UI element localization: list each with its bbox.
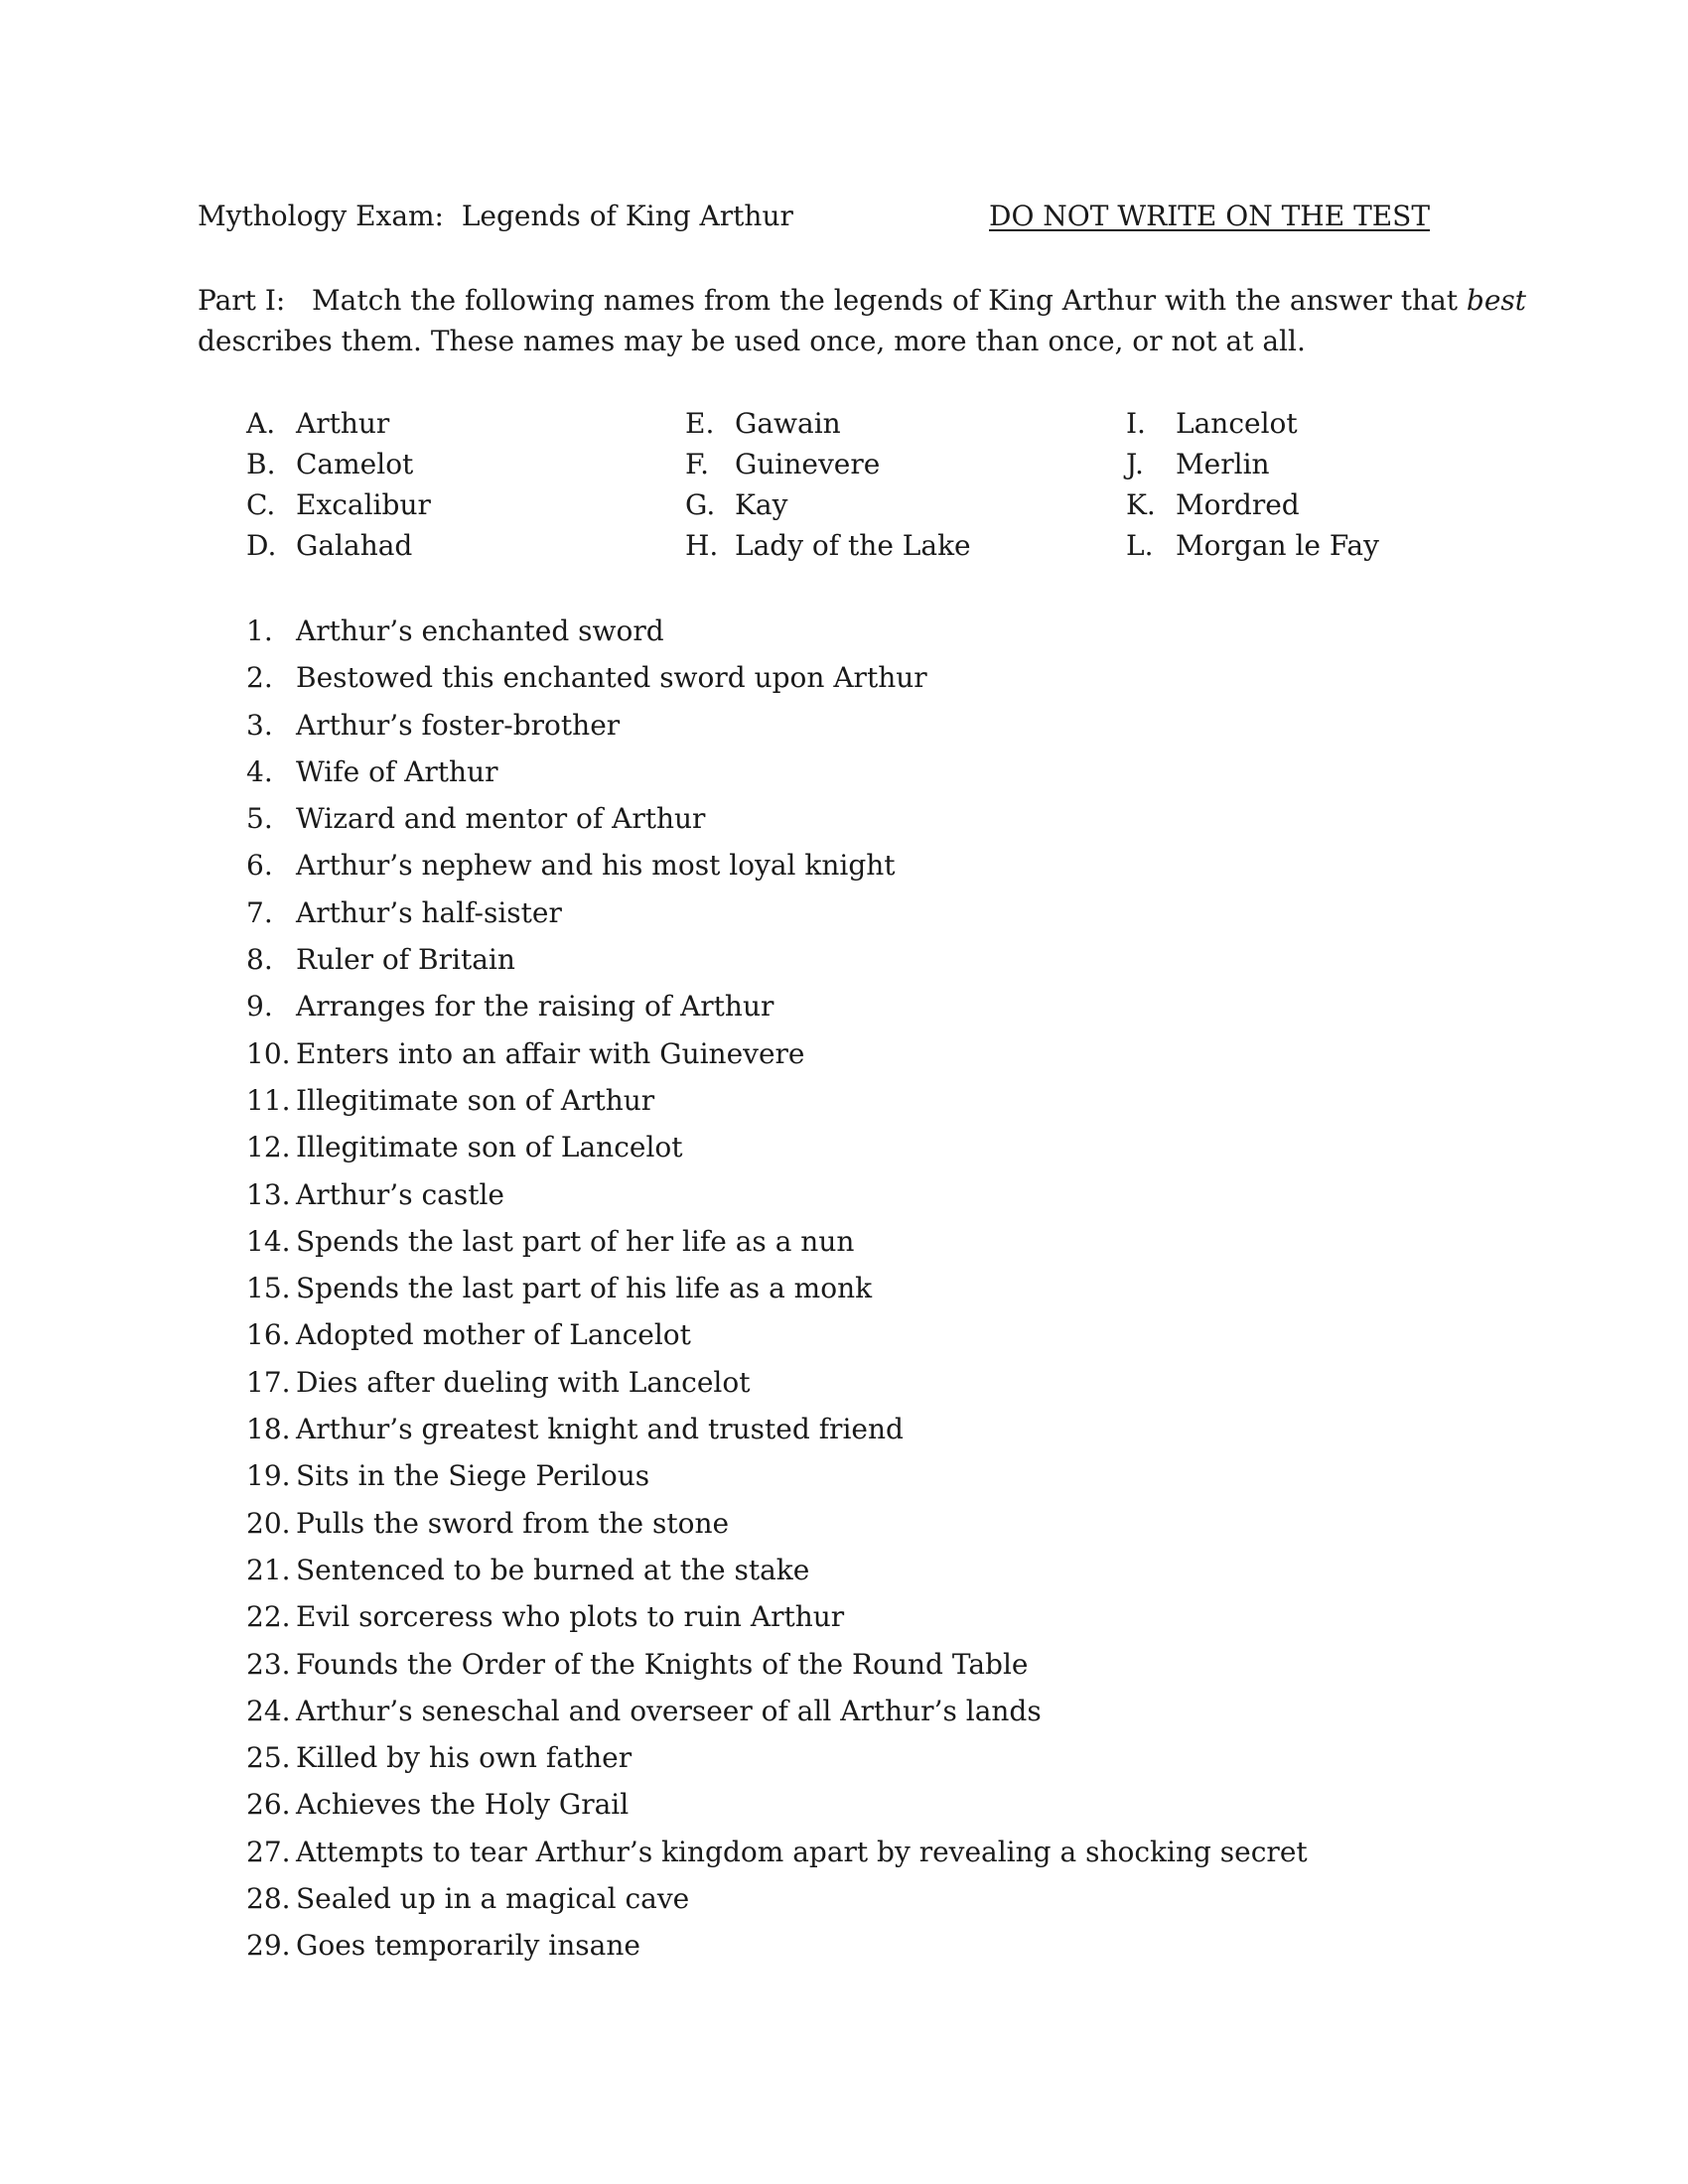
question-list [246, 608, 1308, 1970]
question-item [246, 1829, 1308, 1875]
question-text: Dies after dueling with Lancelot [296, 1365, 751, 1399]
question-item [246, 795, 1308, 842]
answer-choice [1126, 403, 1379, 444]
question-item [246, 702, 1308, 749]
question-text: Spends the last part of her life as a nun [296, 1224, 855, 1258]
question-number: 8. [246, 943, 273, 977]
question-item [246, 1875, 1308, 1922]
question-item [246, 1124, 1308, 1170]
choice-name: Camelot [296, 448, 414, 480]
question-item [246, 983, 1308, 1029]
question-number: 18. [246, 1413, 291, 1446]
question-number: 26. [246, 1788, 291, 1822]
question-number: 16. [246, 1318, 291, 1352]
choice-name: Kay [735, 488, 788, 521]
answer-choice [685, 403, 971, 444]
question-text: Sits in the Siege Perilous [296, 1459, 650, 1493]
question-number: 1. [246, 614, 273, 647]
instructions-text-1: Match the following names from the legends of King Arthur with the answer that [312, 284, 1467, 317]
choice-letter: G. [685, 488, 716, 521]
question-text: Wife of Arthur [296, 754, 498, 788]
question-number: 6. [246, 849, 273, 883]
answer-choice [685, 525, 971, 566]
choice-name: Morgan le Fay [1176, 529, 1379, 562]
question-text: Killed by his own father [296, 1741, 633, 1775]
question-number: 2. [246, 661, 273, 695]
question-item [246, 1452, 1308, 1499]
exam-notice: DO NOT WRITE ON THE TEST [989, 200, 1431, 232]
instructions-emphasis: best [1466, 284, 1527, 317]
choice-name: Galahad [296, 529, 413, 562]
question-number: 23. [246, 1647, 291, 1681]
question-text: Enters into an affair with Guinevere [296, 1036, 805, 1070]
question-text: Evil sorceress who plots to ruin Arthur [296, 1600, 845, 1634]
question-text: Arthur’s half-sister [296, 895, 562, 929]
question-item [246, 1265, 1308, 1311]
choice-letter: I. [1126, 407, 1146, 440]
question-number: 7. [246, 895, 273, 929]
question-text: Illegitimate son of Arthur [296, 1083, 655, 1117]
choice-name: Excalibur [296, 488, 431, 521]
answer-choice [246, 444, 431, 484]
question-text: Achieves the Holy Grail [296, 1788, 630, 1822]
question-text: Arthur’s castle [296, 1177, 504, 1211]
question-text: Spends the last part of his life as a monk [296, 1272, 873, 1305]
answer-choice [246, 484, 431, 525]
question-text: Bestowed this enchanted sword upon Arthur [296, 661, 927, 695]
question-text: Wizard and mentor of Arthur [296, 802, 706, 836]
answer-choice [1126, 484, 1379, 525]
question-number: 27. [246, 1835, 291, 1868]
question-text: Attempts to tear Arthur’s kingdom apart by revealing a shocking secret [296, 1835, 1308, 1868]
choice-letter: F. [685, 448, 709, 480]
question-item [246, 1781, 1308, 1828]
question-text: Ruler of Britain [296, 943, 515, 977]
choice-letter: J. [1126, 448, 1144, 480]
question-item [246, 842, 1308, 888]
choice-letter: K. [1126, 488, 1156, 521]
question-number: 29. [246, 1929, 291, 1963]
question-text: Arthur’s enchanted sword [296, 614, 664, 647]
question-text: Illegitimate son of Lancelot [296, 1131, 683, 1164]
question-text: Adopted mother of Lancelot [296, 1318, 691, 1352]
question-number: 25. [246, 1741, 291, 1775]
question-item [246, 1359, 1308, 1406]
choice-name: Merlin [1176, 448, 1270, 480]
question-item [246, 1922, 1308, 1969]
instructions-line-1 [198, 280, 1527, 321]
answer-choice [246, 403, 431, 444]
question-item [246, 749, 1308, 795]
answer-choice [1126, 525, 1379, 566]
question-number: 19. [246, 1459, 291, 1493]
choice-name: Lady of the Lake [735, 529, 971, 562]
exam-title [198, 200, 793, 232]
question-number: 12. [246, 1131, 291, 1164]
question-item [246, 1593, 1308, 1640]
question-item [246, 1641, 1308, 1688]
question-number: 3. [246, 708, 273, 742]
question-number: 5. [246, 802, 273, 836]
question-item [246, 1218, 1308, 1265]
question-text: Goes temporarily insane [296, 1929, 640, 1963]
exam-title-rest: Legends of King Arthur [461, 200, 793, 232]
choice-name: Gawain [735, 407, 841, 440]
answer-choice [685, 444, 971, 484]
choice-letter: E. [685, 407, 715, 440]
question-item [246, 654, 1308, 701]
question-text: Sealed up in a magical cave [296, 1882, 690, 1916]
question-number: 15. [246, 1272, 291, 1305]
question-number: 17. [246, 1365, 291, 1399]
question-item [246, 1688, 1308, 1734]
question-item [246, 1030, 1308, 1077]
exam-title-prefix: Mythology Exam: [198, 200, 444, 232]
question-text: Founds the Order of the Knights of the Round Table [296, 1647, 1029, 1681]
choice-letter: H. [685, 529, 719, 562]
question-item [246, 1734, 1308, 1781]
question-number: 13. [246, 1177, 291, 1211]
question-number: 9. [246, 990, 273, 1024]
question-number: 20. [246, 1506, 291, 1540]
question-text: Pulls the sword from the stone [296, 1506, 730, 1540]
choice-letter: A. [246, 407, 276, 440]
question-number: 28. [246, 1882, 291, 1916]
choice-name: Arthur [296, 407, 390, 440]
choice-letter: L. [1126, 529, 1154, 562]
question-item [246, 608, 1308, 654]
question-text: Arthur’s nephew and his most loyal knight [296, 849, 896, 883]
question-text: Arthur’s seneschal and overseer of all Arthur’s lands [296, 1694, 1042, 1727]
question-item [246, 1077, 1308, 1124]
question-item [246, 1171, 1308, 1218]
question-number: 22. [246, 1600, 291, 1634]
question-item [246, 936, 1308, 983]
question-item [246, 1311, 1308, 1358]
answer-choice [246, 525, 431, 566]
question-number: 10. [246, 1036, 291, 1070]
choice-letter: D. [246, 529, 277, 562]
part1-instructions [198, 280, 1527, 361]
instructions-line-2: describes them. These names may be used once, more than once, or not at all. [198, 325, 1306, 357]
question-number: 4. [246, 754, 273, 788]
choice-name: Mordred [1176, 488, 1300, 521]
question-item [246, 1500, 1308, 1547]
question-number: 21. [246, 1553, 291, 1586]
question-item [246, 889, 1308, 936]
choices-column-1 [246, 403, 431, 566]
choice-letter: B. [246, 448, 276, 480]
choice-name: Lancelot [1176, 407, 1298, 440]
answer-choice [1126, 444, 1379, 484]
question-text: Arthur’s foster-brother [296, 708, 621, 742]
choice-name: Guinevere [735, 448, 881, 480]
choices-column-2 [685, 403, 971, 566]
question-text: Arranges for the raising of Arthur [296, 990, 774, 1024]
question-item [246, 1547, 1308, 1593]
question-number: 11. [246, 1083, 291, 1117]
question-item [246, 1406, 1308, 1452]
answer-choice [685, 484, 971, 525]
choice-letter: C. [246, 488, 276, 521]
choices-column-3 [1126, 403, 1379, 566]
question-number: 24. [246, 1694, 291, 1727]
question-text: Sentenced to be burned at the stake [296, 1553, 810, 1586]
question-number: 14. [246, 1224, 291, 1258]
part1-label: Part I: [198, 284, 286, 317]
question-text: Arthur’s greatest knight and trusted friend [296, 1413, 904, 1446]
